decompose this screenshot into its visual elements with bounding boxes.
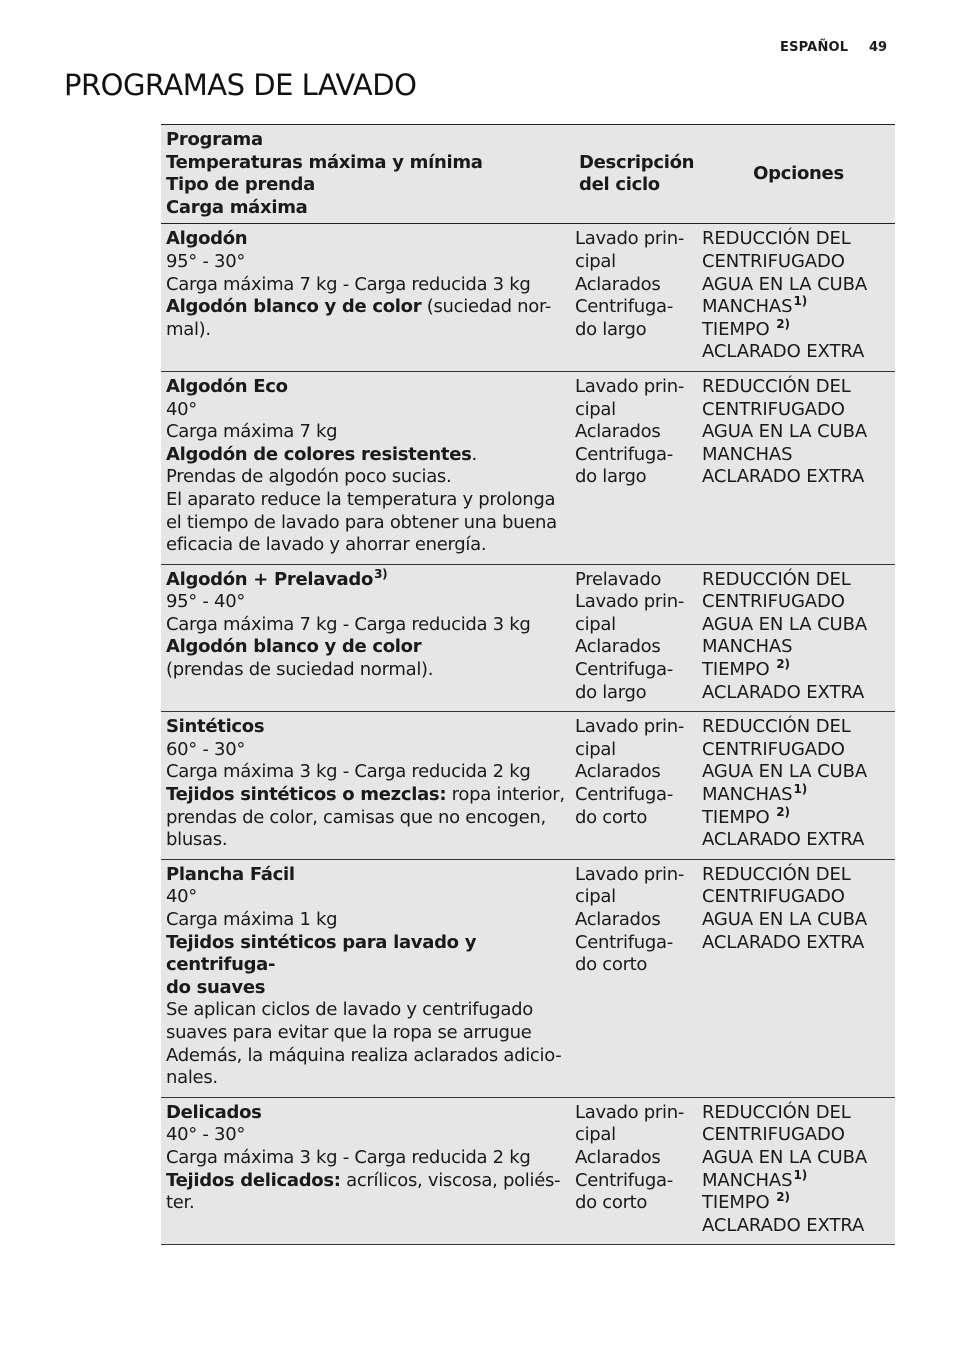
cycle-description-line: Centrifuga- xyxy=(575,296,673,318)
cycle-description-line: Lavado prin- xyxy=(575,228,685,250)
option-text: MANCHAS xyxy=(702,784,793,806)
fabric-type-rest: . xyxy=(471,443,477,465)
option-text: AGUA EN LA CUBA xyxy=(702,909,868,930)
option-text: ACLARADO EXTRA xyxy=(702,681,865,703)
cycle-description-line: Aclarados xyxy=(575,1146,661,1168)
program-detail-line: suaves para evitar que la ropa se arrugue xyxy=(166,1021,532,1043)
program-name xyxy=(166,566,570,592)
option-item xyxy=(702,886,891,909)
cycle-description-line: cipal xyxy=(575,886,616,908)
program-detail-line: mal). xyxy=(166,318,211,340)
cycle-description-line: Centrifuga- xyxy=(575,784,673,806)
program-load: Carga máxima 3 kg - Carga reducida 2 kg xyxy=(166,761,531,783)
program-temperature: 95° - 40° xyxy=(166,591,246,613)
options-cell xyxy=(701,859,895,1097)
option-text: AGUA EN LA CUBA xyxy=(702,1146,868,1168)
program-name xyxy=(166,716,570,739)
option-text: MANCHAS xyxy=(702,296,793,318)
option-text: AGUA EN LA CUBA xyxy=(702,273,868,295)
footnote-marker: 2) xyxy=(776,657,790,672)
fabric-type-bold: do suaves xyxy=(166,976,266,998)
program-detail-line: Prendas de algodón poco sucias. xyxy=(166,466,452,488)
option-item xyxy=(702,1147,891,1170)
program-name-text: Algodón + Prelavado xyxy=(166,568,374,590)
program-detail-line: blusas. xyxy=(166,829,228,851)
program-cell xyxy=(161,371,574,564)
cycle-description-line: do corto xyxy=(575,806,648,828)
fabric-type-bold: Tejidos sintéticos para lavado y centrifuga- xyxy=(166,931,477,976)
program-fabric-type xyxy=(166,784,570,807)
header-program-line: Temperaturas máxima y mínima xyxy=(166,151,483,173)
program-name xyxy=(166,1102,570,1125)
fabric-type-bold: Algodón blanco y de color xyxy=(166,296,422,318)
option-text: REDUCCIÓN DEL xyxy=(702,568,851,590)
description-cell xyxy=(574,371,701,564)
option-item xyxy=(702,228,891,251)
table-row xyxy=(161,1097,895,1245)
option-text: AGUA EN LA CUBA xyxy=(702,761,868,783)
table-row xyxy=(161,564,895,712)
cycle-description-line: cipal xyxy=(575,613,616,635)
program-detail-line: El aparato reduce la temperatura y prolonga xyxy=(166,488,556,510)
option-text: ACLARADO EXTRA xyxy=(702,931,865,953)
program-name xyxy=(166,376,570,399)
option-item xyxy=(702,296,891,319)
cycle-description-line: Centrifuga- xyxy=(575,659,673,681)
program-name xyxy=(166,228,570,251)
program-temperature: 40° xyxy=(166,398,198,420)
program-name-text: Plancha Fácil xyxy=(166,863,295,885)
option-item xyxy=(702,636,891,659)
option-text: ACLARADO EXTRA xyxy=(702,341,865,363)
option-text: CENTRIFUGADO xyxy=(702,250,845,272)
cycle-description-line: Centrifuga- xyxy=(575,1169,673,1191)
fabric-type-bold: Tejidos sintéticos o mezclas: xyxy=(166,784,447,806)
option-text: REDUCCIÓN DEL xyxy=(702,716,851,738)
fabric-type-rest: ropa interior, xyxy=(446,784,565,806)
description-cell xyxy=(574,224,701,372)
program-fabric-type xyxy=(166,1170,570,1193)
cycle-description-line: Aclarados xyxy=(575,421,661,443)
header-description-line: Descripción xyxy=(579,151,695,173)
header-description-line: del ciclo xyxy=(579,174,660,196)
program-fabric-type xyxy=(166,932,570,977)
option-text: TIEMPO xyxy=(702,659,776,681)
footnote-marker: 3) xyxy=(374,566,388,581)
cycle-description-line: do largo xyxy=(575,466,647,488)
program-name-text: Algodón xyxy=(166,228,248,250)
programs-table xyxy=(161,124,895,1245)
option-text: REDUCCIÓN DEL xyxy=(702,863,851,885)
program-detail-line: nales. xyxy=(166,1067,218,1089)
description-cell xyxy=(574,1097,701,1245)
fabric-type-bold: Tejidos delicados: xyxy=(166,1169,341,1191)
options-cell xyxy=(701,371,895,564)
option-text: AGUA EN LA CUBA xyxy=(702,613,868,635)
cycle-description-line: Lavado prin- xyxy=(575,375,685,397)
option-text: MANCHAS xyxy=(702,636,793,658)
option-item xyxy=(702,1167,891,1193)
cycle-description-line: Lavado prin- xyxy=(575,1101,685,1123)
footnote-marker: 2) xyxy=(776,804,790,819)
option-item xyxy=(702,829,891,852)
program-detail-line: el tiempo de lavado para obtener una buena xyxy=(166,511,557,533)
option-text: TIEMPO xyxy=(702,1192,776,1214)
page-header-language: ESPAÑOL xyxy=(780,40,849,55)
option-item xyxy=(702,399,891,422)
options-cell xyxy=(701,712,895,860)
cycle-description-line: do largo xyxy=(575,318,647,340)
program-cell xyxy=(161,224,574,372)
option-text: CENTRIFUGADO xyxy=(702,398,845,420)
option-item xyxy=(702,591,891,614)
table-row xyxy=(161,859,895,1097)
options-cell xyxy=(701,224,895,372)
option-text: ACLARADO EXTRA xyxy=(702,1214,865,1236)
cycle-description-line: Aclarados xyxy=(575,636,661,658)
program-fabric-type xyxy=(166,296,570,319)
footnote-marker: 2) xyxy=(776,1190,790,1205)
program-load: Carga máxima 3 kg - Carga reducida 2 kg xyxy=(166,1146,531,1168)
page-number: 49 xyxy=(869,40,888,55)
option-item xyxy=(702,784,891,807)
header-options: Opciones xyxy=(701,125,895,224)
program-load: Carga máxima 7 kg xyxy=(166,421,338,443)
program-detail-line: Se aplican ciclos de lavado y centrifugado xyxy=(166,999,533,1021)
cycle-description-line: Prelavado xyxy=(575,568,662,590)
option-text: REDUCCIÓN DEL xyxy=(702,1101,851,1123)
fabric-type-bold: Algodón de colores resistentes xyxy=(166,443,472,465)
program-cell xyxy=(161,859,574,1097)
program-detail-line: prendas de color, camisas que no encogen, xyxy=(166,806,546,828)
option-text: REDUCCIÓN DEL xyxy=(702,228,851,250)
cycle-description-line: cipal xyxy=(575,398,616,420)
option-item xyxy=(702,682,891,705)
footnote-marker: 2) xyxy=(776,316,790,331)
program-name-text: Sintéticos xyxy=(166,716,265,738)
table-row xyxy=(161,224,895,372)
options-cell xyxy=(701,564,895,712)
program-name-text: Delicados xyxy=(166,1101,262,1123)
program-cell xyxy=(161,712,574,860)
option-item xyxy=(702,1215,891,1238)
program-temperature: 95° - 30° xyxy=(166,250,246,272)
fabric-type-rest: (suciedad nor- xyxy=(421,296,552,318)
option-item xyxy=(702,341,891,364)
footnote-marker: 1) xyxy=(793,294,808,309)
program-temperature: 60° - 30° xyxy=(166,738,246,760)
option-text: TIEMPO xyxy=(702,806,776,828)
cycle-description-line: do largo xyxy=(575,681,647,703)
cycle-description-line: Aclarados xyxy=(575,909,661,930)
program-fabric-type-cont xyxy=(166,977,570,1000)
cycle-description-line: do corto xyxy=(575,1192,648,1214)
option-item xyxy=(702,251,891,274)
option-text: CENTRIFUGADO xyxy=(702,886,845,908)
cycle-description-line: Lavado prin- xyxy=(575,863,685,885)
program-load: Carga máxima 7 kg - Carga reducida 3 kg xyxy=(166,613,531,635)
option-item xyxy=(702,932,891,955)
header-description xyxy=(574,125,701,224)
cycle-description-line: cipal xyxy=(575,738,616,760)
option-text: MANCHAS xyxy=(702,1169,793,1191)
program-detail-line: Además, la máquina realiza aclarados adicio- xyxy=(166,1044,562,1066)
option-item xyxy=(702,716,891,739)
program-fabric-type xyxy=(166,444,570,467)
option-item xyxy=(702,1102,891,1125)
header-program-line: Carga máxima xyxy=(166,196,308,218)
option-item xyxy=(702,864,891,887)
cycle-description-line: Lavado prin- xyxy=(575,591,685,613)
option-text: REDUCCIÓN DEL xyxy=(702,375,851,397)
option-item xyxy=(702,316,891,342)
option-item xyxy=(702,739,891,762)
fabric-type-bold: Algodón blanco y de color xyxy=(166,636,422,658)
program-name xyxy=(166,864,570,887)
option-text: CENTRIFUGADO xyxy=(702,591,845,613)
option-item xyxy=(702,659,891,682)
program-cell xyxy=(161,564,574,712)
option-item xyxy=(702,421,891,444)
program-detail-line: ter. xyxy=(166,1192,195,1214)
option-text: CENTRIFUGADO xyxy=(702,738,845,760)
option-item xyxy=(702,1192,891,1215)
program-cell xyxy=(161,1097,574,1245)
option-item xyxy=(702,569,891,592)
program-name-text: Algodón Eco xyxy=(166,375,288,397)
option-item xyxy=(702,376,891,399)
option-text: MANCHAS xyxy=(702,443,793,465)
table-header-row xyxy=(161,125,895,224)
cycle-description-line: do corto xyxy=(575,954,648,976)
program-detail-line: (prendas de suciedad normal). xyxy=(166,659,434,681)
program-load: Carga máxima 1 kg xyxy=(166,909,338,930)
option-item xyxy=(702,274,891,297)
option-text: ACLARADO EXTRA xyxy=(702,829,865,851)
table-row xyxy=(161,712,895,860)
option-item xyxy=(702,804,891,830)
cycle-description-line: Aclarados xyxy=(575,273,661,295)
option-text: TIEMPO xyxy=(702,318,776,340)
cycle-description-line: cipal xyxy=(575,250,616,272)
program-temperature: 40° xyxy=(166,886,198,908)
program-load: Carga máxima 7 kg - Carga reducida 3 kg xyxy=(166,273,531,295)
option-text: ACLARADO EXTRA xyxy=(702,466,865,488)
program-detail-line: eficacia de lavado y ahorrar energía. xyxy=(166,534,487,556)
option-text: AGUA EN LA CUBA xyxy=(702,421,868,443)
description-cell xyxy=(574,712,701,860)
program-fabric-type xyxy=(166,636,570,659)
footnote-marker: 1) xyxy=(793,1167,808,1182)
header-program xyxy=(161,125,574,224)
fabric-type-rest: acrílicos, viscosa, poliés- xyxy=(340,1169,561,1191)
option-item xyxy=(702,614,891,637)
cycle-description-line: Centrifuga- xyxy=(575,443,673,465)
option-item xyxy=(702,909,891,932)
header-program-line: Programa xyxy=(166,129,263,150)
program-temperature: 40° - 30° xyxy=(166,1124,246,1146)
option-item xyxy=(702,444,891,467)
cycle-description-line: cipal xyxy=(575,1124,616,1146)
option-text: CENTRIFUGADO xyxy=(702,1124,845,1146)
options-cell xyxy=(701,1097,895,1245)
footnote-marker: 1) xyxy=(793,782,808,797)
description-cell xyxy=(574,564,701,712)
cycle-description-line: Centrifuga- xyxy=(575,931,673,953)
page-title: PROGRAMAS DE LAVADO xyxy=(64,68,417,102)
option-item xyxy=(702,466,891,489)
option-item xyxy=(702,761,891,784)
table-row xyxy=(161,371,895,564)
description-cell xyxy=(574,859,701,1097)
cycle-description-line: Lavado prin- xyxy=(575,716,685,738)
cycle-description-line: Aclarados xyxy=(575,761,661,783)
header-program-line: Tipo de prenda xyxy=(166,174,315,196)
option-item xyxy=(702,1124,891,1147)
